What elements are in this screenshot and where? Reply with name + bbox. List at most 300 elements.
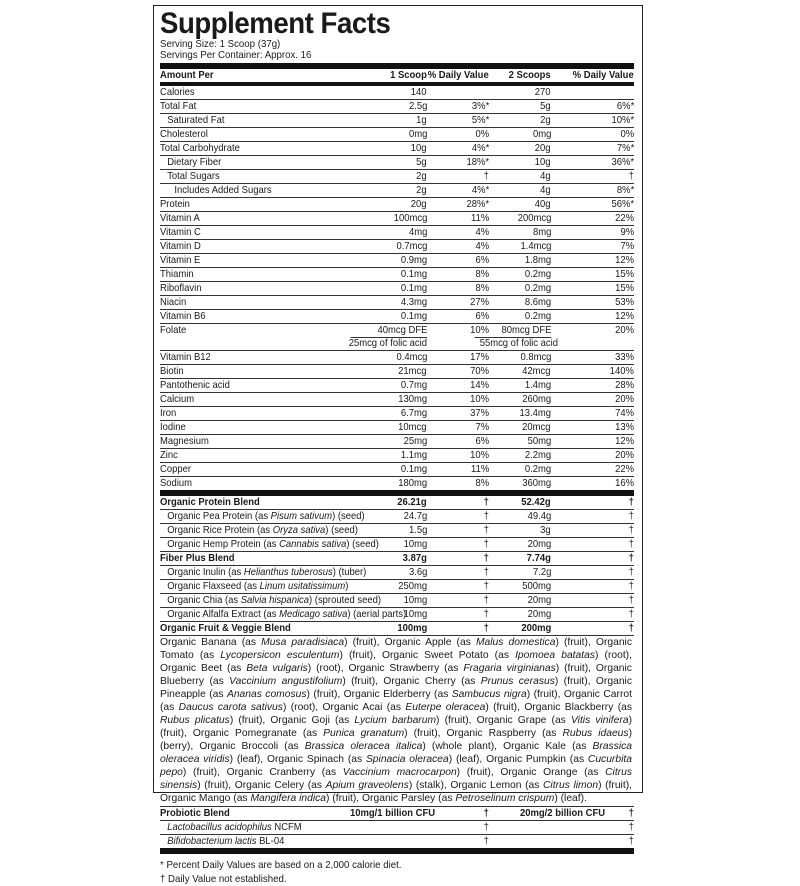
daily-value-1: 8%: [475, 268, 489, 280]
daily-value-1: †: [483, 496, 489, 508]
nutrient-name: Vitamin C: [160, 226, 201, 238]
ingredient-common-name: Organic Inulin (as: [167, 566, 244, 578]
ingredient-latin-name: Euterpe oleracea: [405, 702, 486, 713]
amount-1-scoop: 10mg: [403, 538, 427, 550]
daily-value-2: 12%: [615, 310, 634, 322]
ingredient-part: ) (seed): [325, 524, 358, 536]
nutrient-name: Magnesium: [160, 435, 209, 447]
amount-1-scoop: 10mg: [403, 608, 427, 620]
daily-value-2: †: [628, 170, 634, 182]
ingredient-text: Organic Blackberry (as: [524, 702, 633, 713]
nutrient-name: Sodium: [160, 477, 193, 489]
daily-value-2: †: [628, 622, 634, 634]
ingredient-latin-name: Cannabis sativa: [279, 538, 347, 550]
amount-1-scoop: 1.1mg: [400, 449, 427, 461]
ingredient-text: Organic Apple (as: [384, 637, 476, 648]
nutrient-row-dietary-fiber: [160, 156, 634, 170]
nutrient-name: Biotin: [160, 365, 184, 377]
amount-2-scoops: 3g: [540, 524, 551, 536]
ingredient-text: Organic Cherry (as: [383, 676, 481, 687]
amount-2-scoops: 5g: [540, 100, 551, 112]
daily-value-2: 16%: [615, 477, 634, 489]
daily-value-2: †: [628, 835, 634, 847]
ingredient-text: Organic Celery (as: [234, 780, 326, 791]
supplement-facts-panel: [153, 5, 643, 885]
table-header: [160, 69, 634, 82]
daily-value-2: †: [628, 807, 634, 819]
ingredient-text: Organic Blueberry (as: [160, 663, 632, 687]
ingredient-row: [160, 835, 634, 848]
amount-2-scoops: 1.4mcg: [520, 240, 551, 252]
folate-folic-2: 55mcg of folic acid: [479, 337, 558, 349]
servings-per-container: Servings Per Container: Approx. 16: [160, 49, 312, 61]
nutrient-name: Copper: [160, 463, 192, 475]
amount-1-scoop: 0.9mg: [400, 254, 427, 266]
ingredient-name: [160, 608, 406, 621]
nutrient-name: Vitamin D: [160, 240, 201, 252]
nutrient-row-cholesterol: [160, 128, 634, 142]
header-amount-per: Amount Per: [160, 69, 214, 81]
nutrient-name: Folate: [160, 324, 187, 336]
daily-value-1: 8%: [475, 282, 489, 294]
ingredient-part: ) (aerial parts): [347, 608, 407, 620]
ingredient-latin-name: Lycopersicon esculentum: [220, 650, 340, 661]
amount-1-scoop: 130mg: [398, 393, 427, 405]
amount-2-scoops: 0mg: [532, 128, 551, 140]
ingredient-name: [160, 821, 302, 834]
ingredient-name: [160, 510, 365, 523]
nutrient-name: Niacin: [160, 296, 187, 308]
daily-value-2: 33%: [615, 351, 634, 363]
nutrient-name: Thiamin: [160, 268, 194, 280]
ingredient-row: [160, 566, 634, 580]
ingredient-text: ) (stalk),: [408, 780, 451, 791]
daily-value-1: †: [483, 510, 489, 522]
daily-value-1: †: [483, 170, 489, 182]
nutrient-row-vitamin-a: [160, 212, 634, 226]
nutrient-name: Iodine: [160, 421, 186, 433]
amount-2-scoops: 0.2mg: [524, 282, 551, 294]
nutrient-name: Total Carbohydrate: [160, 142, 240, 154]
amount-2-scoops: 10g: [535, 156, 551, 168]
daily-value-2: †: [628, 608, 634, 620]
amount-1-scoop: 20g: [411, 198, 427, 210]
ingredient-text: ) (fruit),: [555, 637, 596, 648]
ingredient-latin-name: Helianthus tuberosus: [243, 566, 333, 578]
nutrient-row-thiamin: [160, 268, 634, 282]
nutrient-name: Organic Protein Blend: [160, 496, 260, 508]
ingredient-part: ) (tuber): [332, 566, 367, 578]
amount-1-scoop: 21mcg: [398, 365, 427, 377]
ingredient-text: Organic Sweet Potato (as: [381, 650, 516, 661]
ingredient-latin-name: Oryza sativa: [272, 524, 326, 536]
ingredient-row: [160, 524, 634, 538]
amount-2-scoops: 20mcg: [522, 421, 551, 433]
blend-row-organic-protein: [160, 496, 634, 510]
nutrient-name: Vitamin A: [160, 212, 200, 224]
ingredient-latin-name: Salvia hispanica: [240, 594, 310, 606]
daily-value-2: 7%: [620, 240, 634, 252]
daily-value-2: 140%: [609, 365, 634, 377]
header-col-dv-1: % Daily Value: [428, 69, 489, 81]
nutrient-row-vitamin-c: [160, 226, 634, 240]
amount-1-scoop: 3.87g: [402, 552, 427, 564]
ingredient-row: [160, 594, 634, 608]
folate-dfe-2: 80mcg DFE: [474, 324, 551, 338]
daily-value-2: 20%: [615, 393, 634, 405]
ingredient-text: ) (fruit),: [344, 637, 385, 648]
daily-value-2: 15%: [615, 268, 634, 280]
nutrient-row-iodine: [160, 421, 634, 435]
amount-1-scoop: 24.7g: [403, 510, 427, 522]
nutrient-row-folate: [160, 324, 634, 351]
daily-value-2: 22%: [615, 463, 634, 475]
ingredient-text: ) (fruit),: [342, 676, 384, 687]
nutrient-row-protein: [160, 198, 634, 212]
ingredient-latin-name: Rubus idaeus: [562, 728, 629, 739]
ingredient-latin-name: Citrus limon: [542, 780, 599, 791]
ingredient-latin-name: Brassica oleracea italica: [304, 741, 423, 752]
nutrient-row-iron: [160, 407, 634, 421]
folate-dv-1: 10%: [470, 324, 489, 336]
ingredient-text: Organic Carrot (as: [160, 689, 632, 713]
ingredient-text: ) (leaf).: [554, 793, 587, 804]
nutrient-name: Zinc: [160, 449, 178, 461]
amount-2-scoops: 500mg: [522, 580, 551, 592]
nutrient-name: Riboflavin: [160, 282, 202, 294]
amount-2-scoops: 4g: [540, 184, 551, 196]
amount-1-scoop: 1g: [416, 114, 427, 126]
ingredient-text: ) (fruit),: [526, 689, 564, 700]
daily-value-2: 0%: [620, 128, 634, 140]
daily-value-1: †: [483, 608, 489, 620]
amount-1-scoop: 0.1mg: [400, 282, 427, 294]
blend-name: Probiotic Blend: [160, 807, 230, 819]
ingredient-name: [160, 524, 358, 537]
daily-value-2: 6%*: [616, 100, 634, 112]
daily-value-2: †: [628, 524, 634, 536]
daily-value-2: 10%*: [611, 114, 634, 126]
ingredient-text: Organic Parsley (as: [362, 793, 456, 804]
nutrient-row-copper: [160, 463, 634, 477]
daily-value-1: 5%*: [471, 114, 489, 126]
nutrient-name: Dietary Fiber: [167, 156, 222, 168]
amount-2-scoops: 20g: [535, 142, 551, 154]
ingredient-latin-name: Cucurbita pepo: [160, 754, 632, 778]
blend-row-fiber-plus: [160, 552, 634, 566]
amount-2-scoops: 2.2mg: [524, 449, 551, 461]
ingredient-latin-name: Vaccinium angustifolium: [229, 676, 343, 687]
nutrient-name: Calcium: [160, 393, 195, 405]
ingredient-latin-name: Lactobacillus acidophilus: [167, 821, 272, 833]
ingredient-text: ) (fruit),: [436, 715, 477, 726]
amount-1-scoop: 100mcg: [393, 212, 427, 224]
amount-1-scoop: 0mg: [408, 128, 427, 140]
nutrient-name: Iron: [160, 407, 177, 419]
ingredient-text: ) (fruit),: [306, 689, 344, 700]
daily-value-1: †: [483, 594, 489, 606]
daily-value-1: †: [483, 835, 489, 847]
nutrient-name: Organic Fruit & Veggie Blend: [160, 622, 291, 634]
ingredient-row: [160, 538, 634, 552]
daily-value-2: 28%: [615, 379, 634, 391]
nutrient-name: Vitamin E: [160, 254, 201, 266]
footnote-percent-dv: * Percent Daily Values are based on a 2,000 calorie diet.: [160, 859, 402, 871]
ingredient-text: ) (fruit),: [326, 793, 363, 804]
amount-2-scoops: 0.2mg: [524, 310, 551, 322]
ingredient-latin-name: Punica granatum: [323, 728, 405, 739]
amount-1-scoop: 4.3mg: [400, 296, 427, 308]
daily-value-1: †: [483, 552, 489, 564]
folate-folic-1: 25mcg of folic acid: [348, 337, 427, 349]
daily-value-1: 6%: [475, 254, 489, 266]
ingredient-text: Organic Tomato (as: [160, 637, 632, 661]
nutrient-row-zinc: [160, 449, 634, 463]
nutrient-row-vitamin-b6: [160, 310, 634, 324]
amount-1-scoop: 26.21g: [397, 496, 427, 508]
amount-1-scoop: 10mg: [403, 594, 427, 606]
daily-value-1: 6%: [475, 310, 489, 322]
amount-2-scoops: 260mg: [522, 393, 551, 405]
ingredient-text: Organic Cranberry (as: [226, 767, 343, 778]
amount-2-scoops: 20mg/2 billion CFU: [520, 807, 606, 819]
amount-1-scoop: 0.7mg: [400, 379, 427, 391]
amount-2-scoops: 270: [535, 86, 551, 98]
daily-value-2: 7%*: [616, 142, 634, 154]
daily-value-2: †: [628, 538, 634, 550]
divider-thick: [160, 848, 634, 854]
nutrient-row-calories: [160, 86, 634, 100]
amount-1-scoop: 6.7mg: [400, 407, 427, 419]
daily-value-1: 11%: [470, 212, 489, 224]
fruit-veggie-ingredients: [160, 636, 634, 807]
ingredient-text: Organic Elderberry (as: [343, 689, 452, 700]
amount-2-scoops: 7.74g: [526, 552, 551, 564]
ingredient-text: ) (berry),: [160, 728, 632, 752]
daily-value-1: 28%*: [466, 198, 489, 210]
amount-1-scoop: 0.1mg: [400, 268, 427, 280]
amount-2-scoops: 1.8mg: [524, 254, 551, 266]
ingredient-name: [160, 835, 284, 848]
daily-value-1: 10%: [470, 449, 489, 461]
daily-value-1: 3%*: [471, 100, 489, 112]
ingredient-row: [160, 580, 634, 594]
amount-2-scoops: 40g: [535, 198, 551, 210]
probiotic-rows: [160, 807, 634, 848]
nutrient-row-magnesium: [160, 435, 634, 449]
amount-2-scoops: 2g: [540, 114, 551, 126]
ingredient-part: ) (sprouted seed): [309, 594, 382, 606]
ingredient-text: Organic Grape (as: [476, 715, 571, 726]
ingredient-latin-name: Ipomoea batatas: [515, 650, 595, 661]
ingredient-name: [160, 580, 348, 593]
daily-value-1: 70%: [470, 365, 489, 377]
amount-1-scoop: 10mg/1 billion CFU: [350, 807, 436, 819]
ingredient-text: ) (fruit),: [160, 715, 632, 739]
daily-value-1: †: [483, 524, 489, 536]
nutrient-row-riboflavin: [160, 282, 634, 296]
amount-2-scoops: 200mg: [521, 622, 551, 634]
blend-row-fruit-veggie: [160, 622, 634, 636]
amount-2-scoops: 49.4g: [527, 510, 551, 522]
daily-value-1: 14%: [470, 379, 489, 391]
amount-2-scoops: 200mcg: [517, 212, 551, 224]
ingredient-text: Organic Strawberry (as: [348, 663, 464, 674]
ingredient-text: ) (fruit),: [229, 715, 271, 726]
amount-1-scoop: 0.1mg: [400, 310, 427, 322]
daily-value-2: †: [628, 580, 634, 592]
ingredient-row: [160, 821, 634, 835]
ingredient-text: Organic Acai (as: [322, 702, 406, 713]
amount-1-scoop: 0.4mcg: [396, 351, 427, 363]
ingredient-text: ) (whole plant),: [422, 741, 504, 752]
daily-value-2: 20%: [615, 449, 634, 461]
daily-value-2: 9%: [620, 226, 634, 238]
daily-value-2: 53%: [615, 296, 634, 308]
ingredient-text: Organic Pomegranate (as: [192, 728, 324, 739]
daily-value-1: 4%*: [471, 184, 489, 196]
daily-value-2: †: [628, 510, 634, 522]
footnote-dagger: † Daily Value not established.: [160, 873, 287, 885]
ingredient-text: ) (fruit),: [182, 767, 227, 778]
nutrient-row-saturated-fat: [160, 114, 634, 128]
daily-value-1: 8%: [475, 477, 489, 489]
ingredient-common-name: Organic Chia (as: [167, 594, 241, 606]
ingredient-text: Organic Beet (as: [160, 663, 247, 674]
ingredient-latin-name: Linum usitatissimum: [259, 580, 346, 592]
daily-value-2: 22%: [615, 212, 634, 224]
amount-1-scoop: 2.5g: [408, 100, 427, 112]
ingredient-common-name: Organic Hemp Protein (as: [167, 538, 280, 550]
amount-1-scoop: 100mg: [397, 622, 427, 634]
folate-dv-2: 20%: [615, 324, 634, 336]
ingredient-part: ) (seed): [346, 538, 379, 550]
daily-value-1: 17%: [470, 351, 489, 363]
daily-value-1: †: [483, 821, 489, 833]
blend-row-probiotic: [160, 807, 634, 821]
ingredient-latin-name: Fragaria virginianas: [463, 663, 556, 674]
amount-2-scoops: 20mg: [527, 608, 551, 620]
nutrient-rows-2: [160, 351, 634, 490]
ingredient-common-name: Organic Rice Protein (as: [167, 524, 273, 536]
amount-2-scoops: 7.2g: [532, 566, 551, 578]
daily-value-2: †: [628, 594, 634, 606]
ingredient-latin-name: Spinacia oleracea: [365, 754, 449, 765]
ingredient-text: Organic Pumpkin (as: [486, 754, 588, 765]
ingredient-name: [160, 566, 366, 579]
amount-1-scoop: 0.7mcg: [396, 240, 427, 252]
folate-dfe-1: 40mcg DFE: [350, 324, 427, 338]
amount-1-scoop: 140: [411, 86, 427, 98]
amount-2-scoops: 0.8mcg: [520, 351, 551, 363]
ingredient-text: Organic Spinach (as: [266, 754, 366, 765]
daily-value-1: 4%*: [471, 142, 489, 154]
daily-value-1: †: [483, 807, 489, 819]
nutrient-row-calcium: [160, 393, 634, 407]
ingredient-text: Organic Goji (as: [270, 715, 355, 726]
nutrient-name: Total Fat: [160, 100, 197, 112]
header-col-1-scoop: 1 Scoop: [390, 69, 427, 81]
ingredient-common-name: Organic Pea Protein (as: [167, 510, 271, 522]
daily-value-1: 0%: [475, 128, 489, 140]
ingredient-latin-name: Petroselinum crispum: [455, 793, 555, 804]
ingredient-text: ) (leaf),: [448, 754, 487, 765]
blend-rows: [160, 496, 634, 636]
ingredient-latin-name: Mangifera indica: [250, 793, 326, 804]
ingredient-text: ) (fruit),: [456, 767, 501, 778]
ingredient-text: ) (fruit),: [555, 663, 596, 674]
ingredient-text: Organic Pineapple (as: [160, 676, 632, 700]
ingredient-latin-name: Daucus carota sativus: [178, 702, 283, 713]
nutrient-name: Vitamin B12: [160, 351, 211, 363]
amount-2-scoops: 13.4mg: [519, 407, 551, 419]
ingredient-part: BL-04: [256, 835, 285, 847]
ingredient-text: Organic Kale (as: [503, 741, 593, 752]
ingredient-text: ) (leaf),: [229, 754, 267, 765]
nutrient-name: Total Sugars: [167, 170, 220, 182]
ingredient-latin-name: Sambucus nigra: [451, 689, 527, 700]
ingredient-text: ) (root),: [595, 650, 632, 661]
ingredient-text: Organic Lemon (as: [450, 780, 543, 791]
amount-2-scoops: 8.6mg: [524, 296, 551, 308]
nutrient-name: Cholesterol: [160, 128, 208, 140]
amount-1-scoop: 180mg: [398, 477, 427, 489]
nutrient-row-includes-added-sugars: [160, 184, 634, 198]
amount-2-scoops: 20mg: [527, 538, 551, 550]
ingredient-latin-name: Pisum sativum: [270, 510, 333, 522]
amount-2-scoops: 52.42g: [521, 496, 551, 508]
amount-1-scoop: 3.6g: [408, 566, 427, 578]
amount-2-scoops: 0.2mg: [524, 463, 551, 475]
ingredient-latin-name: Citrus sinensis: [160, 767, 632, 791]
daily-value-1: 4%: [475, 226, 489, 238]
ingredient-latin-name: Apium graveolens: [325, 780, 409, 791]
amount-2-scoops: 8mg: [532, 226, 551, 238]
amount-1-scoop: 1.5g: [408, 524, 427, 536]
daily-value-1: 37%: [470, 407, 489, 419]
nutrient-name: Includes Added Sugars: [174, 184, 272, 196]
ingredient-text: ) (fruit),: [404, 728, 447, 739]
ingredient-latin-name: Musa paradisiaca: [261, 637, 345, 648]
header-col-dv-2: % Daily Value: [573, 69, 634, 81]
ingredient-text: ) (fruit),: [485, 702, 525, 713]
ingredient-latin-name: Ananas comosus: [226, 689, 307, 700]
ingredient-latin-name: Brassica oleracea viridis: [160, 741, 632, 765]
amount-2-scoops: 0.2mg: [524, 268, 551, 280]
ingredient-part: ) (seed): [332, 510, 365, 522]
daily-value-2: 15%: [615, 282, 634, 294]
ingredient-latin-name: Rubus plicatus: [160, 715, 230, 726]
nutrient-name: Calories: [160, 86, 195, 98]
label-title: Supplement Facts: [160, 7, 391, 40]
serving-size: Serving Size: 1 Scoop (37g): [160, 38, 281, 50]
amount-1-scoop: 4mg: [408, 226, 427, 238]
daily-value-1: 27%: [470, 296, 489, 308]
header-col-2-scoops: 2 Scoops: [508, 69, 551, 81]
ingredient-common-name: Organic Alfalfa Extract (as: [167, 608, 280, 620]
daily-value-2: 74%: [615, 407, 634, 419]
daily-value-2: †: [628, 566, 634, 578]
nutrient-name: Vitamin B6: [160, 310, 206, 322]
amount-2-scoops: 42mcg: [522, 365, 551, 377]
ingredient-text: Organic Broccoli (as: [199, 741, 305, 752]
ingredient-latin-name: Malus domestica: [475, 637, 556, 648]
nutrient-name: Pantothenic acid: [160, 379, 230, 391]
amount-1-scoop: 10mcg: [398, 421, 427, 433]
ingredient-row: [160, 510, 634, 524]
daily-value-1: 4%: [475, 240, 489, 252]
ingredient-text: Organic Orange (as: [500, 767, 606, 778]
